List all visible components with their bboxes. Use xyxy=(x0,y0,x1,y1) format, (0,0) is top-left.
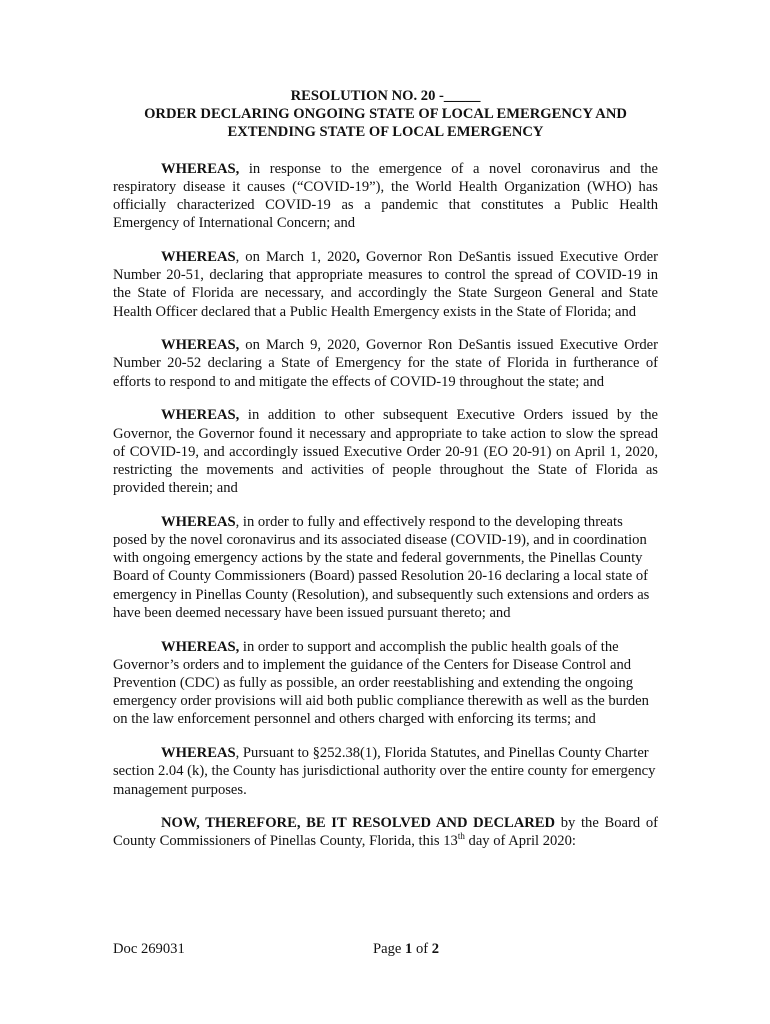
paragraph-text: , on March 1, 2020 xyxy=(235,248,357,265)
ordinal-suffix: th xyxy=(457,831,465,842)
paragraph-text: in response to the emergence of a novel coronavirus and the respiratory disease it causes (“COVID-19”), the World Health Organization (WHO) has officially characterized COVID-19 as a pandemic that constitutes a Public Health Emergency of International Concern; and xyxy=(113,160,658,232)
paragraph-lead: WHEREAS xyxy=(161,248,236,265)
paragraph-lead: WHEREAS xyxy=(161,745,236,762)
whereas-paragraph-4 xyxy=(113,406,658,497)
paragraph-bold-comma: , xyxy=(356,248,360,265)
whereas-paragraph-6 xyxy=(113,638,658,729)
paragraph-text: on March 9, 2020, Governor Ron DeSantis issued Executive Order Number 20-52 declaring a State of Emergency for the state of Florida in furtherance of efforts to respond to and mitigate the effects of COVID-19 throughout the state; and xyxy=(113,337,658,390)
whereas-paragraph-5 xyxy=(113,513,658,622)
doc-number: Doc 269031 xyxy=(113,941,185,957)
paragraph-text: , Pursuant to §252.38(1), Florida Statutes, and Pinellas County Charter section 2.04 (k), the County has jurisdictional authority over the entire county for emergency management purposes. xyxy=(113,745,656,798)
paragraph-lead: WHEREAS, xyxy=(161,337,240,354)
paragraph-lead: WHEREAS xyxy=(161,513,236,530)
page-prefix: Page xyxy=(373,941,406,957)
resolved-paragraph xyxy=(113,814,658,850)
paragraph-text: Governor Ron DeSantis issued Executive Order Number 20-51, declaring that appropriate measures to control the spread of COVID-19 in the State of Florida are necessary, and accordingly the State Surgeon General and State Health Officer declared that a Public Health Emergency exists in the State of Florida; and xyxy=(113,248,659,320)
paragraph-text: in addition to other subsequent Executive Orders issued by the Governor, the Governor found it necessary and appropriate to take action to slow the spread of COVID-19, and accordingly issued Executive Order 20-91 (EO 20-91) on April 1, 2020, restricting the movements and activities of people throughout the State of Florida as provided therein; and xyxy=(113,407,658,497)
whereas-paragraph-7 xyxy=(113,744,658,799)
paragraph-text: by the Board of County Commissioners of Pinellas County, Florida, this 13 xyxy=(113,815,658,850)
page-current: 1 xyxy=(405,941,413,957)
document-header xyxy=(113,87,658,142)
whereas-paragraph-2 xyxy=(113,248,658,321)
whereas-paragraph-1 xyxy=(113,160,658,233)
whereas-paragraph-3 xyxy=(113,336,658,391)
paragraph-text: in order to support and accomplish the public health goals of the Governor’s orders and to implement the guidance of the Centers for Disease Control and Prevention (CDC) as fully as possible, an order reestablishing and extending the ongoing emergency order provisions will aid both public compliance therewith as well as the burden on the law enforcement personnel and others charged with enforcing its terms; and xyxy=(113,638,649,728)
page-total: 2 xyxy=(431,941,440,957)
resolution-number: RESOLUTION NO. 20 -_____ xyxy=(290,88,481,104)
paragraph-lead: NOW, THEREFORE, BE IT RESOLVED AND DECLARED xyxy=(161,815,556,832)
resolution-title-line1: ORDER DECLARING ONGOING STATE OF LOCAL EMERGENCY AND xyxy=(144,106,627,123)
page-of: of xyxy=(412,941,432,957)
document-page xyxy=(113,87,658,866)
page-number xyxy=(373,941,439,958)
paragraph-text: , in order to fully and effectively respond to the developing threats posed by the novel coronavirus and its associated disease (COVID-19), and in coordination with ongoing emergency actions by the state and federal governments, the Pinellas County Board of County Commissioners (Board) passed Resolution 20-16 declaring a local state of emergency in Pinellas County (Resolution), and subsequently such extensions and orders as have been deemed necessary have been issued pursuant thereto; and xyxy=(113,513,650,621)
paragraph-lead: WHEREAS, xyxy=(161,638,240,655)
paragraph-lead: WHEREAS, xyxy=(161,160,240,177)
paragraph-text: day of April 2020: xyxy=(464,833,576,850)
resolution-title-line2: EXTENDING STATE OF LOCAL EMERGENCY xyxy=(227,124,544,141)
paragraph-lead: WHEREAS, xyxy=(161,407,240,424)
